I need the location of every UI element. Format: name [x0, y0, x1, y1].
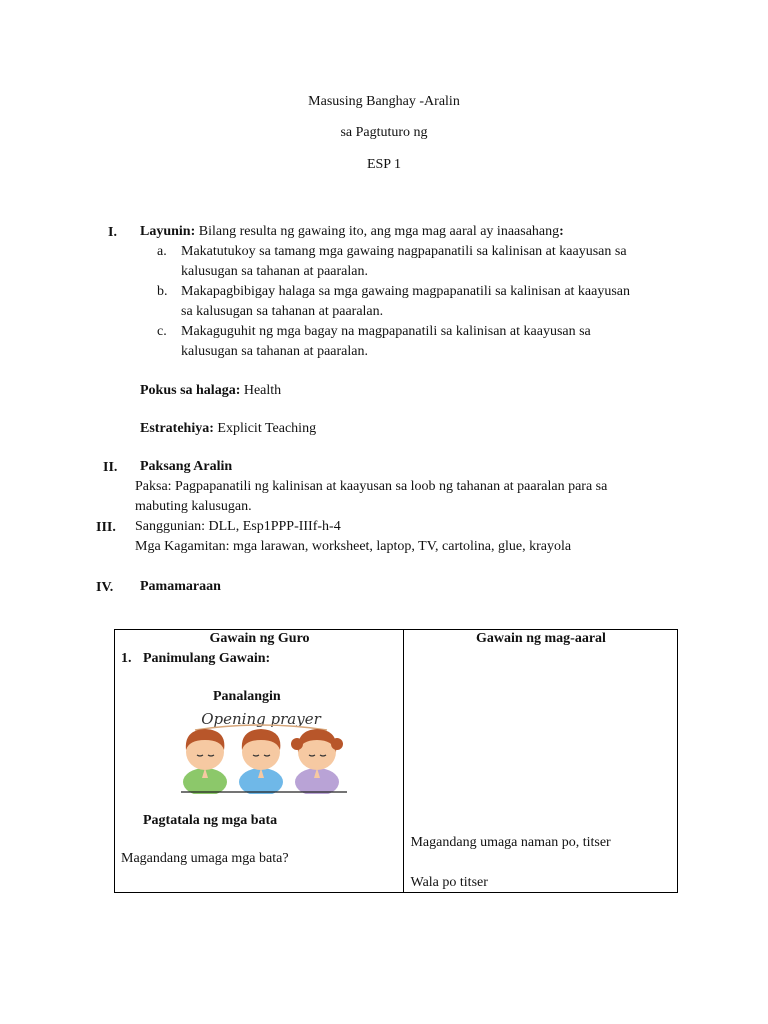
- layunin-label: Layunin:: [140, 224, 196, 239]
- objective-c-line-1: Makaguguhit ng mga bagay na magpapanatili sa kalinisan at kaayusan sa: [181, 324, 591, 339]
- estratehiya-row: [140, 419, 316, 439]
- procedure-table: [114, 629, 678, 893]
- student-absent-reply: Wala po titser: [410, 875, 488, 890]
- student-greeting: Magandang umaga naman po, titser: [410, 835, 611, 850]
- sanggunian: Sanggunian: DLL, Esp1PPP-IIIf-h-4: [135, 519, 341, 534]
- title-line-3: ESP 1: [366, 157, 402, 172]
- kagamitan: Mga Kagamitan: mga larawan, worksheet, laptop, TV, cartolina, glue, krayola: [135, 539, 572, 554]
- title-line-2: sa Pagtuturo ng: [340, 125, 428, 140]
- objective-a-line-1: Makatutukoy sa tamang mga gawaing nagpapanatili sa kalinisan at kaayusan sa: [181, 244, 627, 259]
- pokus-row: [140, 381, 281, 401]
- layunin-text: Bilang resulta ng gawaing ito, ang mga mag aaral ay inaasahang: [198, 224, 560, 239]
- kid-2-figure: [239, 729, 283, 794]
- opening-prayer-illustration: [173, 708, 349, 794]
- objective-c-marker: c.: [157, 324, 167, 339]
- teacher-column: [115, 630, 404, 893]
- title-line-1: Masusing Banghay -Aralin: [308, 94, 460, 109]
- objective-b-line-1: Makapagbibigay halaga sa mga gawaing magpapanatili sa kalinisan at kaayusan: [181, 284, 631, 299]
- section-2-numeral: II.: [103, 460, 118, 475]
- illustration-caption: Opening prayer: [201, 710, 321, 728]
- layunin-colon: :: [559, 224, 564, 239]
- step-label: Panimulang Gawain:: [143, 651, 271, 666]
- objective-c-line-2: kalusugan sa tahanan at paaralan.: [181, 344, 368, 359]
- section-4-numeral: IV.: [96, 580, 114, 595]
- kid-3-figure: [291, 729, 343, 794]
- section-1-numeral: I.: [108, 225, 117, 240]
- paksa-line-2: mabuting kalusugan.: [135, 499, 252, 514]
- section-1-heading: [140, 222, 564, 242]
- teacher-column-header: Gawain ng Guro: [209, 631, 310, 646]
- objective-a-marker: a.: [157, 244, 167, 259]
- teacher-greeting: Magandang umaga mga bata?: [121, 851, 289, 866]
- panalangin-label: Panalangin: [213, 689, 281, 704]
- paksa-line-1: Paksa: Pagpapanatili ng kalinisan at kaayusan sa loob ng tahanan at paaralan para sa: [135, 479, 608, 494]
- student-column: [404, 630, 678, 893]
- step-number: 1.: [121, 651, 132, 666]
- pagtatala-label: Pagtatala ng mga bata: [143, 813, 278, 828]
- objective-b-marker: b.: [157, 284, 168, 299]
- pamamaraan-heading: Pamamaraan: [140, 579, 221, 594]
- estratehiya-value: Explicit Teaching: [217, 421, 317, 436]
- paksang-aralin-heading: Paksang Aralin: [140, 459, 233, 474]
- pokus-value: Health: [243, 383, 282, 398]
- objective-a-line-2: kalusugan sa tahanan at paaralan.: [181, 264, 368, 279]
- estratehiya-label: Estratehiya:: [140, 421, 214, 436]
- kid-1-figure: [183, 729, 227, 794]
- student-column-header: Gawain ng mag-aaral: [476, 631, 606, 646]
- section-3-numeral: III.: [96, 520, 116, 535]
- pokus-label: Pokus sa halaga:: [140, 383, 241, 398]
- objective-b-line-2: sa kalusugan sa tahanan at paaralan.: [181, 304, 384, 319]
